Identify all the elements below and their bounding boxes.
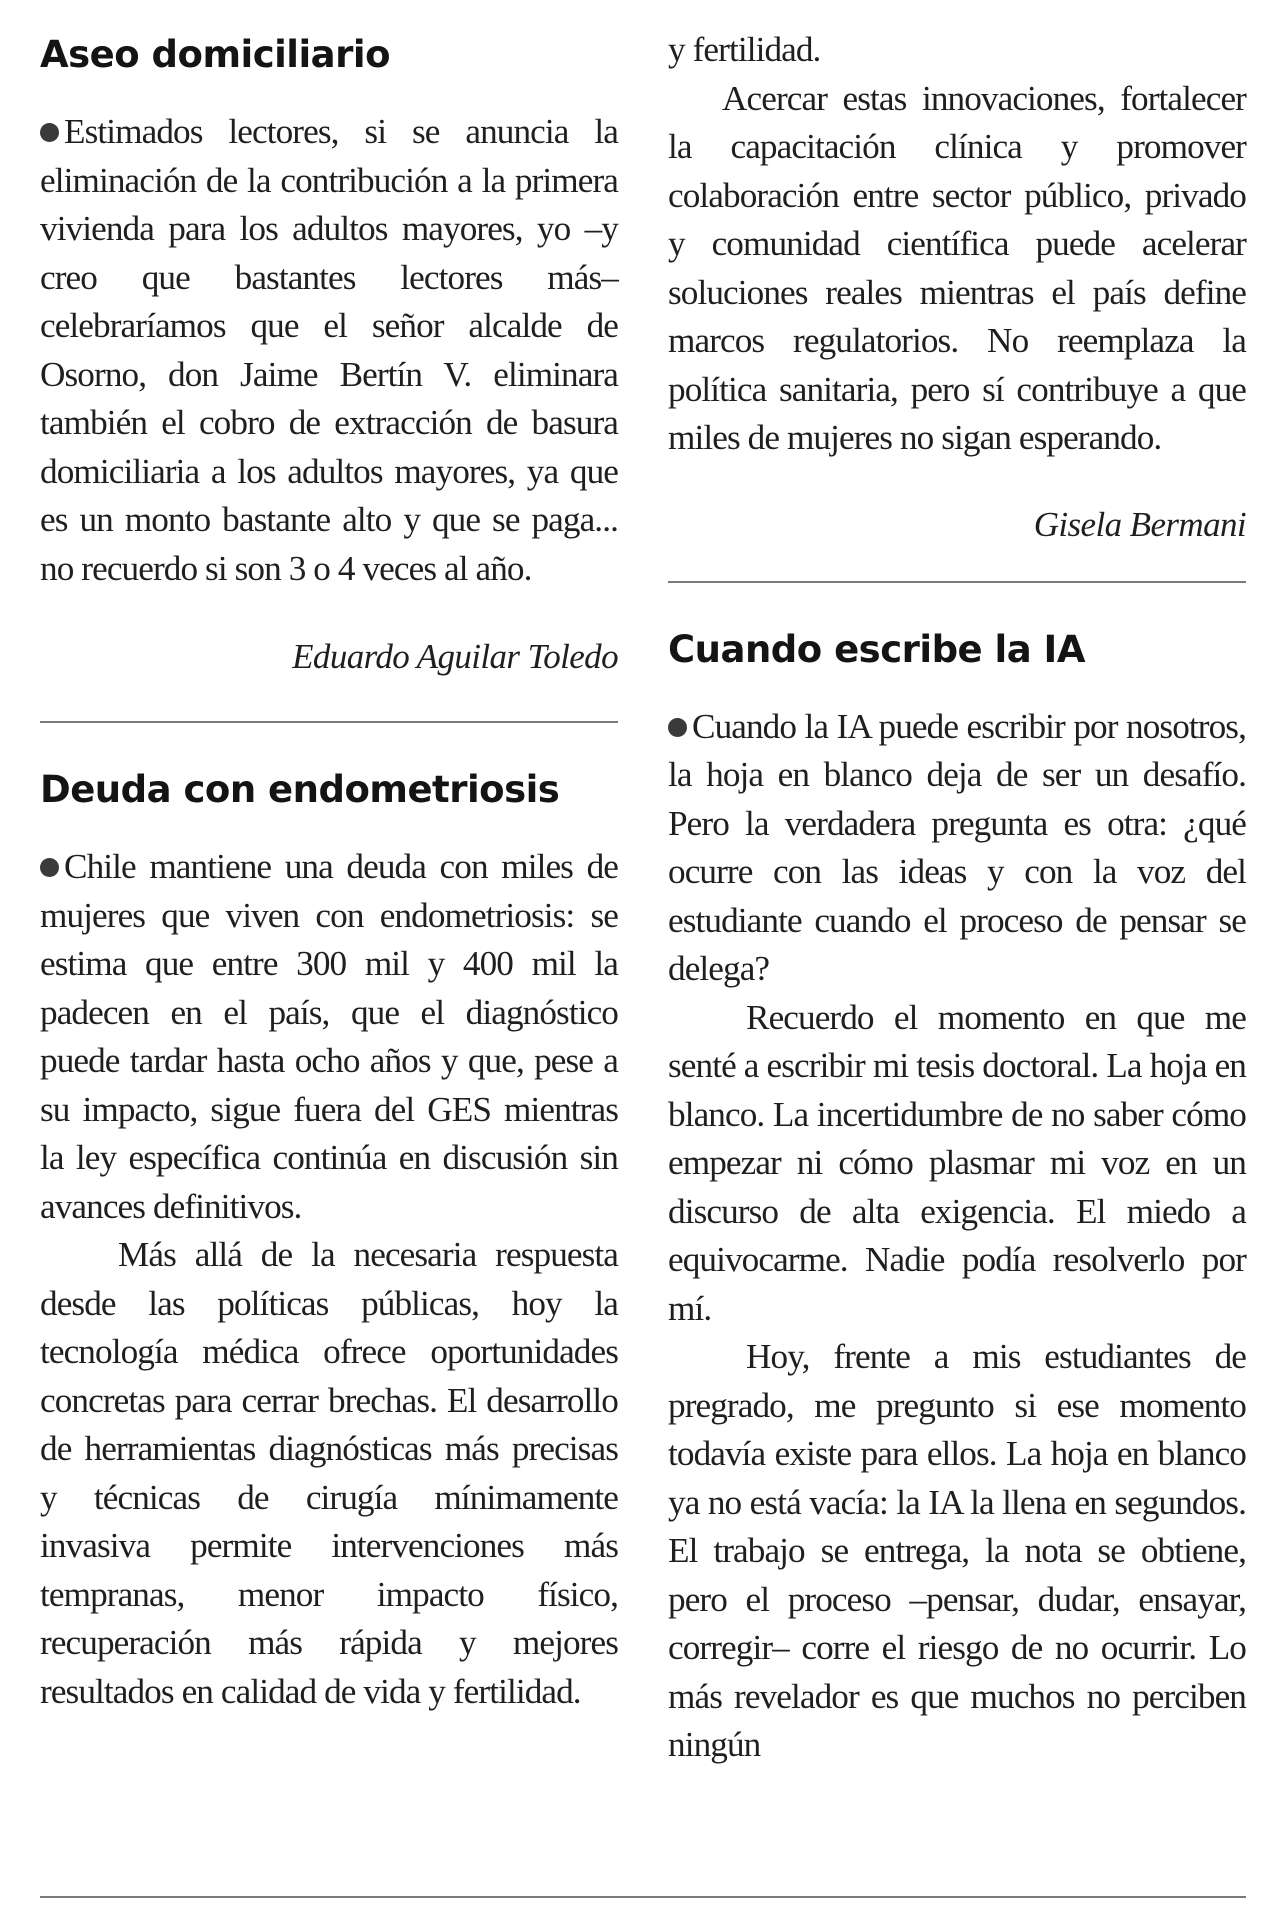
bullet-icon: [40, 123, 59, 142]
letter-ia-body: [668, 703, 1246, 1764]
left-column: [40, 26, 618, 1885]
letter-endometriosis-left-part: [40, 843, 618, 1885]
letter-endometriosis-paragraph-3: Acercar estas innovaciones, fortalecer la capacitación clínica y promover colaboración entre sector público, privado y comunidad científica puede acelerar soluciones reales mientras el país define marcos regulatorios. No reemplaza la política sanitaria, pero sí contribuye a que miles de mujeres no sigan esperando.: [668, 78, 1246, 457]
bullet-icon: [40, 858, 59, 877]
letter-endometriosis-paragraph-2: Más allá de la necesaria respuesta desde las políticas públicas, hoy la tecnología médica ofrece oportunidades concretas para cerrar brechas. El desarrollo de herramientas diagnósticas más precisas y técnicas de cirugía mínimamente invasiva permite intervenciones más tempranas, menor impacto físico, recuperación más rápida y mejores resultados en calidad de vida y fertilidad.: [40, 1235, 618, 1711]
letter-endometriosis-paragraph-1: Chile mantiene una deuda con miles de mujeres que viven con endometriosis: se estima que entre 300 mil y 400 mil la padecen en el país, que el diagnóstico puede tardar hasta ocho años y que, pese a su impacto, sigue fuera del GES mientras la ley específica continúa en discusión sin avances definitivos.: [40, 847, 618, 1226]
letter-ia-paragraph-1: Cuando la IA puede escribir por nosotros, la hoja en blanco deja de ser un desafío. Pero la verdadera pregunta es otra: ¿qué ocurre con las ideas y con la voz del estudiante cuando el proceso de pensar se delega?: [668, 706, 1246, 988]
letter-endometriosis-continuation: [668, 26, 1246, 463]
right-column: [668, 26, 1246, 1764]
letter-ia-paragraph-3: Hoy, frente a mis estudiantes de pregrado, me pregunto si ese momento todavía existe para ellos. La hoja en blanco ya no está vacía: la IA la llena en segundos. El trabajo se entrega, la nota se obtiene, pero el proceso –pensar, dudar, ensayar, corregir– corre el riesgo de no ocurrir. Lo más revelador es que muchos no perciben ningún: [668, 1337, 1246, 1764]
letter-ia-paragraph-2: Recuerdo el momento en que me senté a escribir mi tesis doctoral. La hoja en blanco. La incertidumbre de no saber cómo empezar ni cómo plasmar mi voz en un discurso de alta exigencia. El miedo a equivocarme. Nadie podía resolverlo por mí.: [668, 997, 1246, 1328]
headline-deuda-endometriosis: Deuda con endometriosis: [40, 768, 560, 811]
author-eduardo-aguilar-toledo: Eduardo Aguilar Toledo: [292, 637, 618, 676]
bullet-icon: [668, 718, 687, 737]
headline-aseo-domiciliario: Aseo domiciliario: [40, 33, 390, 76]
letter-endometriosis-paragraph-2-end: y fertilidad.: [668, 30, 821, 69]
author-gisela-bermani: Gisela Bermani: [1033, 504, 1246, 544]
letter-aseo-paragraph: Estimados lectores, si se anuncia la eliminación de la contribución a la primera vivienda para los adultos mayores, yo –y creo que bastantes lectores más– celebraríamos que el señor alcalde de Osorno, don Jaime Bertín V. eliminara también el cobro de extracción de basura domiciliaria a los adultos mayores, ya que es un monto bastante alto y que se paga... no recuerdo si son 3 o 4 veces al año.: [40, 112, 618, 588]
headline-cuando-escribe-la-ia: Cuando escribe la IA: [668, 627, 1085, 671]
bottom-divider: [40, 1896, 1246, 1898]
